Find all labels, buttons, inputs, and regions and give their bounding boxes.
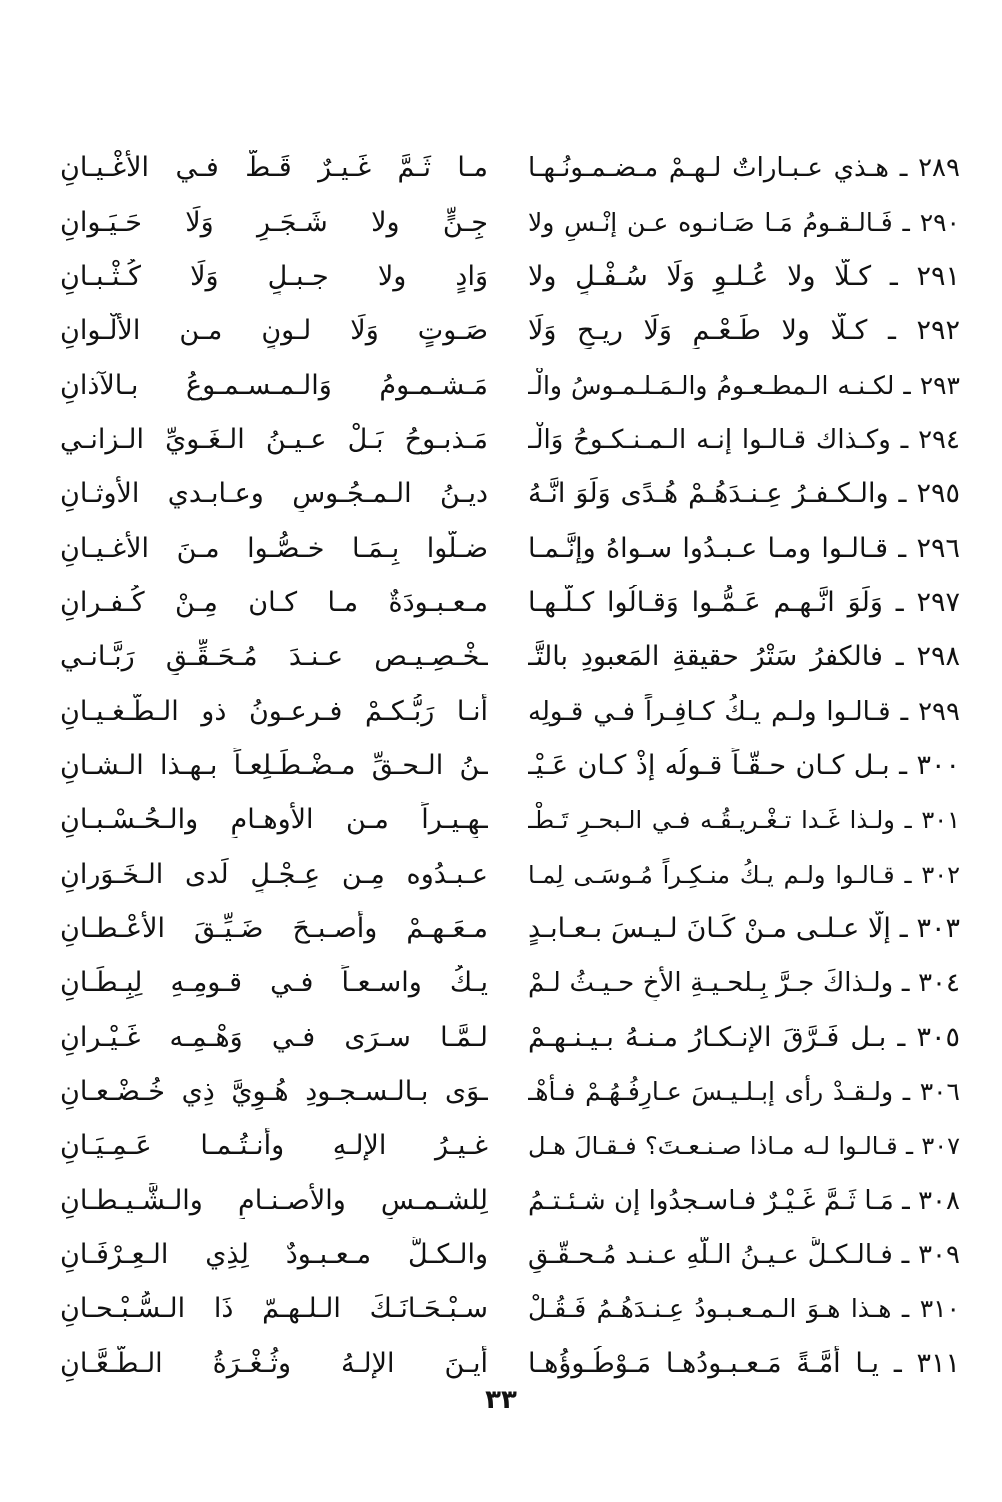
verse-second-hemistich: مـعـبـودَةٌ مـا كـان مِـنْ كُـفـرانِ: [60, 586, 488, 618]
verse-first-hemistich: ٣٠٦ ـ ولـقـدْ رأى إبـلـيـسَ عـارِفُـهُـمْ فـأهْـ: [528, 1077, 960, 1107]
verse-first-hemistich: ٢٨٩ ـ هـذي عـبـاراتٌ لـهـمْ مـضـمـونُـهـا: [528, 153, 960, 184]
verse-second-hemistich: صَـوتٍ وَلَا لـونٍ مـن الألْـوانِ: [60, 315, 488, 347]
verse-second-hemistich: مَـشـمـومُ وَالـمـسـمـوعُ بـالآذانِ: [60, 369, 488, 401]
verse-first-hemistich: ٣٠٢ ـ قـالـوا ولـم يـكُ منـكِـراً مُـوسَـى لِمـا: [528, 860, 960, 889]
verse-first-hemistich: ٣٠٤ ـ ولـذاكَ جـرَّ بِـلحـيـةِ الأخِ حـيـثُ لـمْ: [528, 968, 960, 999]
verse-second-hemistich: ضـلُّوا بِـمَـا خـصُّـوا مـنَ الأغـيـانِ: [60, 532, 488, 564]
verse-line: [60, 521, 960, 575]
verse-line: [60, 1174, 960, 1228]
verse-first-hemistich: ٢٩٦ ـ قـالـوا ومـا عـبـدُوا سـواهُ وإنَّـمـا: [528, 532, 960, 564]
verse-second-hemistich: مَـذبـوحُ بَـلْ عـيـنُ الـغَـويِّ الـزانـي: [60, 423, 488, 455]
verse-second-hemistich: والـكـلُّ مـعـبـودٌ لِذِي الـعِـرْفَـانِ: [60, 1239, 488, 1271]
verse-first-hemistich: ٢٩١ ـ كـلّا ولا عُـلـوٍ وَلَا سُـفْـلٍ ولا: [528, 260, 960, 292]
verse-line: [60, 250, 960, 304]
verse-second-hemistich: ـنُ الـحـقِّ مـضْـطَـلِعـاً بـهـذا الـشـانِ: [60, 749, 488, 781]
verse-first-hemistich: ٢٩٨ ـ فالكفرُ سَتْرُ حقيقةِ المَعبودِ بالتَّـ: [528, 641, 960, 673]
verse-line: [60, 1282, 960, 1336]
verse-line: [60, 847, 960, 901]
verse-first-hemistich: ٢٩٤ ـ وكـذاك قـالـوا إنـه الـمـنـكـوحُ وَالْـ: [528, 424, 960, 455]
verse-second-hemistich: أنـا رَبُّـكـمْ فـرعـونُ ذو الـطُّـغـيـانِ: [60, 695, 488, 727]
verse-second-hemistich: لِلشـمـسِ والأصـنـامِ والـشَّـيـطـانِ: [60, 1184, 488, 1216]
verse-second-hemistich: ـوَى بـالـسـجـودِ هُـوِيَّ ذِي خُـضْـعـانِ: [60, 1076, 488, 1108]
verse-first-hemistich: ٣٠٣ ـ إلَّا عـلـى مـنْ كَـانَ لـيـسَ بـعـابـدٍ: [528, 912, 960, 944]
verse-second-hemistich: وَادٍ ولا جـبـلٍ وَلَا كُـثْـبـانِ: [60, 260, 488, 292]
verse-first-hemistich: ٢٩٥ ـ والـكـفـرُ عِـنـدَهُـمْ هُـدًى وَلَوَ انَّـهُ: [528, 478, 960, 510]
verse-second-hemistich: سـبْـحَـانَـكَ الـلـهـمّ ذَا الـسُّـبْـحـانِ: [60, 1293, 488, 1325]
verse-first-hemistich: ٣٠٧ ـ قـالـوا لـه مـاذا صـنـعـتَ؟ فـقـالَ هـل: [528, 1132, 960, 1161]
verse-line: [60, 195, 960, 249]
verse-first-hemistich: ٣٠٠ ـ بـل كـان حـقّـاً قـولُه إذْ كـان عَـيْـ: [528, 749, 960, 781]
verse-line: [60, 956, 960, 1010]
page-number: ٣٣: [485, 1385, 517, 1415]
verse-second-hemistich: أيـنَ الإلـهُ وثُـغْـرَةُ الـطَّـعَّـانِ: [60, 1347, 488, 1379]
verse-second-hemistich: ديـنُ الـمـجُـوسِ وعـابـدي الأوثـانِ: [60, 478, 488, 510]
verse-second-hemistich: جِـنٍّ ولا شَـجَـرٍ وَلَا حَـيَـوانِ: [60, 206, 488, 238]
verse-second-hemistich: عـبـدُوه مِـن عِـجْـلٍ لَدى الـخَـوَرانِ: [60, 858, 488, 890]
verse-first-hemistich: ٣٠٨ ـ مَـا ثَـمَّ غَـيْـرٌ فـاسـجدُوا إن شـئـتـمُ: [528, 1185, 960, 1216]
verse-line: [60, 413, 960, 467]
verse-first-hemistich: ٢٩٣ ـ لكـنـه الـمطـعـومُ والـمَـلـمـوسُ والْـ: [528, 370, 960, 400]
verse-second-hemistich: غـيـرُ الإلـهِ وأنـتُـمـا عَـمِـيَـانِ: [60, 1130, 488, 1162]
verse-line: [60, 739, 960, 793]
verse-second-hemistich: مـعَـهـمْ وأصـبـحَ ضَـيِّـقَ الأعْـطـانِ: [60, 912, 488, 944]
verse-line: [60, 684, 960, 738]
verse-second-hemistich: يـكُ واسـعـاً فـي قـومِـهِ لِبِـطَـانِ: [60, 967, 488, 999]
verse-first-hemistich: ٢٩٢ ـ كـلّا ولا طَـعْـمٍ وَلَا ريـحٍ وَلَا: [528, 315, 960, 347]
verse-line: [60, 793, 960, 847]
verse-line: [60, 1337, 960, 1391]
verse-line: [60, 358, 960, 412]
verse-first-hemistich: ٢٩٩ ـ قـالـوا ولـم يـكُ كـافِـراً فـي قـولِه: [528, 696, 960, 727]
verse-line: [60, 630, 960, 684]
verse-line: [60, 1065, 960, 1119]
verse-line: [60, 1119, 960, 1173]
verse-first-hemistich: ٣٠١ ـ ولـذا غَـدا تـغْـريـقُـه فـي الـبحـرِ تَـطْـ: [528, 806, 960, 835]
verse-first-hemistich: ٣١١ ـ يـا أُمَّـةً مَـعـبـودُهـا مَـوْطُـوؤُهـا: [528, 1347, 960, 1379]
verse-line: [60, 1228, 960, 1282]
verse-line: [60, 467, 960, 521]
verse-second-hemistich: لـمَّـا سـرَى فـي وَهْـمِـه غَـيْـرانِ: [60, 1021, 488, 1053]
verse-first-hemistich: ٢٩٠ ـ فَـالـقـومُ مَـا صَـانـوه عـن إنْـسٍ ولا: [528, 207, 960, 237]
poem-verses: [60, 141, 960, 1391]
verse-line: [60, 1011, 960, 1065]
verse-second-hemistich: ـهِـيـراً مـن الأوهـامِ والـحُـسْـبـانِ: [60, 804, 488, 836]
verse-first-hemistich: ٢٩٧ ـ وَلَوَ انَّـهـم عَـمُّـوا وَقـالُوا كـلُّـهـا: [528, 586, 960, 618]
verse-line: [60, 902, 960, 956]
verse-line: [60, 141, 960, 195]
verse-first-hemistich: ٣٠٩ ـ فـالـكـلُّ عـيـنُ الـلَّهِ عـنـد مُـحـقّـقٍ: [528, 1240, 960, 1271]
verse-line: [60, 576, 960, 630]
verse-first-hemistich: ٣٠٥ ـ بـل فَـرَّقَ الإنـكـارُ مـنـهُ بـيـنـهـمْ: [528, 1021, 960, 1053]
verse-second-hemistich: مـا ثَـمَّ غَـيـرٌ قَـطُّ فـي الأغْـيـانِ: [60, 152, 488, 184]
verse-first-hemistich: ٣١٠ ـ هـذا هـوَ الـمـعـبـودُ عِـنـدَهُـمُ فَـقُـلْ: [528, 1294, 960, 1324]
verse-second-hemistich: ـخْـصِـيـص عـنـدَ مُـحَـقِّـقٍ رَبَّـانـي: [60, 641, 488, 673]
verse-line: [60, 304, 960, 358]
